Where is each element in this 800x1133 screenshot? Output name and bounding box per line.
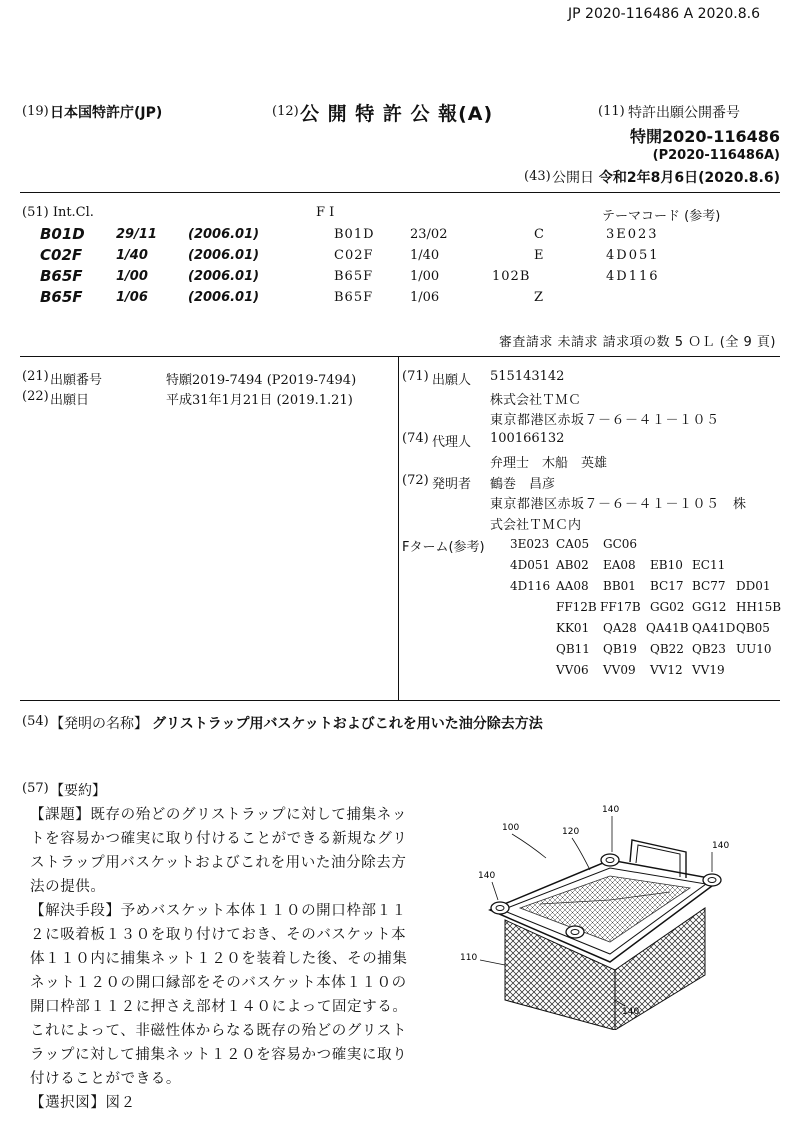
- fi-suffix: C: [534, 227, 544, 242]
- fterm-code: VV12: [650, 663, 683, 677]
- fterm-code: UU10: [736, 642, 772, 656]
- fterm-code: VV09: [603, 663, 636, 677]
- fi-group: 23/02: [410, 227, 448, 242]
- application-date: 平成31年1月21日 (2019.1.21): [166, 393, 353, 408]
- fterm-code: GG02: [650, 600, 685, 614]
- label-120: 120: [562, 827, 580, 837]
- abstract-line: 付けることができる。: [30, 1071, 181, 1087]
- pubdate-label: 公開日: [552, 170, 594, 186]
- abstract-line: ストラップ用バスケットおよびこれを用いた油分除去方: [30, 855, 407, 871]
- header-divider: [20, 192, 780, 193]
- publication-type-code: (12): [272, 104, 299, 119]
- document-reference: JP 2020-116486 A 2020.8.6: [568, 6, 760, 22]
- ipc-group: 1/06: [116, 290, 148, 305]
- fterm-code: QB23: [692, 642, 726, 656]
- label-140: 140: [712, 841, 730, 851]
- abstract-line: 体１１０内に捕集ネット１２０を装着した後、その捕集: [30, 951, 408, 967]
- fi-group: 1/06: [410, 290, 440, 305]
- fterm-code: GC06: [603, 537, 638, 551]
- fterm-code: KK01: [556, 621, 590, 635]
- label-140: 140: [622, 1007, 640, 1017]
- fterm-theme: 4D051: [510, 558, 551, 572]
- fterm-code: VV19: [692, 663, 725, 677]
- fterm-code: QA28: [603, 621, 637, 635]
- appdate-code: (22): [22, 389, 49, 404]
- ipc-group: 1/00: [116, 269, 148, 284]
- fterm-code: BB01: [603, 579, 636, 593]
- abstract-line: これによって、非磁性体からなる既存の殆どのグリスト: [30, 1023, 407, 1039]
- fterm-code: QA41D: [692, 621, 736, 635]
- label-140: 140: [602, 805, 620, 815]
- abstract-line: 開口枠部１１２に押さえ部材１４０によって固定する。: [30, 999, 408, 1015]
- fi-class: B01D: [334, 227, 375, 242]
- publication-date: 令和2年8月6日(2020.8.6): [598, 170, 780, 186]
- abstract-label: 【要約】: [50, 783, 106, 799]
- inventor-address-line1: 東京都港区赤坂７－６－４１－１０５ 株: [490, 497, 747, 512]
- agent-name: 弁理士 木船 英雄: [490, 456, 608, 471]
- pubno-code: (11): [598, 104, 625, 119]
- fterm-code: EC11: [692, 558, 726, 572]
- applicant-address: 東京都港区赤坂７－６－４１－１０５: [490, 413, 720, 428]
- fi-extra: 102B: [492, 269, 531, 284]
- biblio-column-divider: [398, 356, 399, 700]
- abstract-line: ネット１２０の開口縁部をそのバスケット本体１１０の: [30, 975, 407, 991]
- fterm-code: CA05: [556, 537, 590, 551]
- office-name: 日本国特許庁(JP): [50, 105, 163, 121]
- label-100: 100: [502, 823, 520, 833]
- applicant-code: (71): [402, 369, 429, 384]
- ipc-version: (2006.01): [188, 227, 260, 242]
- agent-id: 100166132: [490, 431, 565, 446]
- ipc-class: B65F: [40, 267, 83, 285]
- fterm-code: BC17: [650, 579, 684, 593]
- pubdate-code: (43): [524, 169, 551, 184]
- fterm-code: AA08: [556, 579, 589, 593]
- applicant-id: 515143142: [490, 369, 565, 384]
- fterm-code: QA41B: [646, 621, 689, 635]
- abstract-line: 法の提供。: [30, 879, 106, 895]
- ipc-version: (2006.01): [188, 269, 260, 284]
- publication-number: 特開2020-116486: [630, 127, 780, 146]
- intcl-label: (51) Int.Cl.: [22, 205, 94, 220]
- abstract-code: (57): [22, 781, 49, 796]
- ipc-version: (2006.01): [188, 248, 260, 263]
- invention-title: グリストラップ用バスケットおよびこれを用いた油分除去方法: [152, 716, 543, 732]
- fi-class: C02F: [334, 248, 374, 263]
- ipc-group: 29/11: [116, 227, 157, 242]
- office-code: (19): [22, 104, 49, 119]
- abstract-line: ２に吸着板１３０を取り付けておき、そのバスケット本: [30, 927, 407, 943]
- fi-class: B65F: [334, 290, 374, 305]
- inventor-address-line2: 式会社ＴＭＣ内: [490, 518, 582, 533]
- fterm-code: FF17B: [600, 600, 641, 614]
- fterm-code: QB22: [650, 642, 684, 656]
- ipc-class: B01D: [40, 225, 85, 243]
- ipc-version: (2006.01): [188, 290, 260, 305]
- fterm-code: QB05: [736, 621, 770, 635]
- appdate-label: 出願日: [50, 393, 90, 408]
- fterm-code: EB10: [650, 558, 683, 572]
- inventor-code: (72): [402, 473, 429, 488]
- application-number: 特願2019-7494 (P2019-7494): [166, 373, 357, 388]
- biblio-top-divider: [20, 356, 780, 357]
- ipc-group: 1/40: [116, 248, 148, 263]
- examination-status: 審査請求 未請求 請求項の数 5 ＯＬ (全 9 頁): [498, 335, 776, 350]
- publication-number-alt: (P2020-116486A): [652, 148, 780, 163]
- ipc-class: C02F: [40, 246, 83, 264]
- appno-label: 出願番号: [50, 373, 103, 388]
- theme-code: 3E023: [606, 227, 659, 242]
- pressing-member: [601, 854, 619, 866]
- fterm-code: FF12B: [556, 600, 597, 614]
- theme-code: 4D116: [606, 269, 660, 284]
- agent-code: (74): [402, 431, 429, 446]
- basket-drawing: [450, 800, 780, 1030]
- pressing-member: [491, 902, 509, 914]
- theme-code-label: テーマコード (参考): [602, 209, 721, 224]
- fterm-label: Fターム(参考): [402, 540, 485, 555]
- biblio-bottom-divider: [20, 700, 780, 701]
- abstract-line: トを容易かつ確実に取り付けることができる新規なグリ: [30, 831, 408, 847]
- fterm-code: DD01: [736, 579, 771, 593]
- fterm-code: QB11: [556, 642, 590, 656]
- appno-code: (21): [22, 369, 49, 384]
- abstract-line: ラップに対して捕集ネット１２０を容易かつ確実に取り: [30, 1047, 408, 1063]
- representative-figure: [450, 800, 780, 1030]
- fterm-code: HH15B: [736, 600, 782, 614]
- theme-code: 4D051: [606, 248, 660, 263]
- fterm-code: EA08: [603, 558, 636, 572]
- agent-label: 代理人: [432, 435, 472, 450]
- inventor-label: 発明者: [432, 477, 472, 492]
- fterm-code: VV06: [556, 663, 589, 677]
- abstract-line: 【解決手段】予めバスケット本体１１０の開口枠部１１: [30, 903, 407, 919]
- fi-suffix: E: [534, 248, 544, 263]
- pressing-member: [566, 926, 584, 938]
- fterm-code: AB02: [556, 558, 589, 572]
- fterm-code: BC77: [692, 579, 726, 593]
- abstract-line: 【課題】既存の殆どのグリストラップに対して捕集ネッ: [30, 807, 407, 823]
- fterm-theme: 3E023: [510, 537, 550, 551]
- fi-class: B65F: [334, 269, 374, 284]
- label-140: 140: [478, 871, 496, 881]
- title-code: (54): [22, 714, 49, 729]
- applicant-label: 出願人: [432, 373, 472, 388]
- label-110: 110: [460, 953, 478, 963]
- abstract-line: 【選択図】図２: [30, 1095, 136, 1111]
- fi-label: F I: [316, 205, 335, 220]
- fterm-code: GG12: [692, 600, 727, 614]
- ipc-class: B65F: [40, 288, 83, 306]
- fi-suffix: Z: [534, 290, 544, 305]
- pubno-label: 特許出願公開番号: [628, 105, 740, 121]
- applicant-name: 株式会社ＴＭＣ: [490, 393, 582, 408]
- fterm-code: QB19: [603, 642, 637, 656]
- publication-type: 公 開 特 許 公 報(A): [300, 103, 494, 125]
- fterm-theme: 4D116: [510, 579, 551, 593]
- title-label: 【発明の名称】: [50, 716, 148, 732]
- fi-group: 1/00: [410, 269, 440, 284]
- fi-group: 1/40: [410, 248, 440, 263]
- pressing-member: [703, 874, 721, 886]
- inventor-name: 鶴巻 昌彦: [490, 477, 556, 492]
